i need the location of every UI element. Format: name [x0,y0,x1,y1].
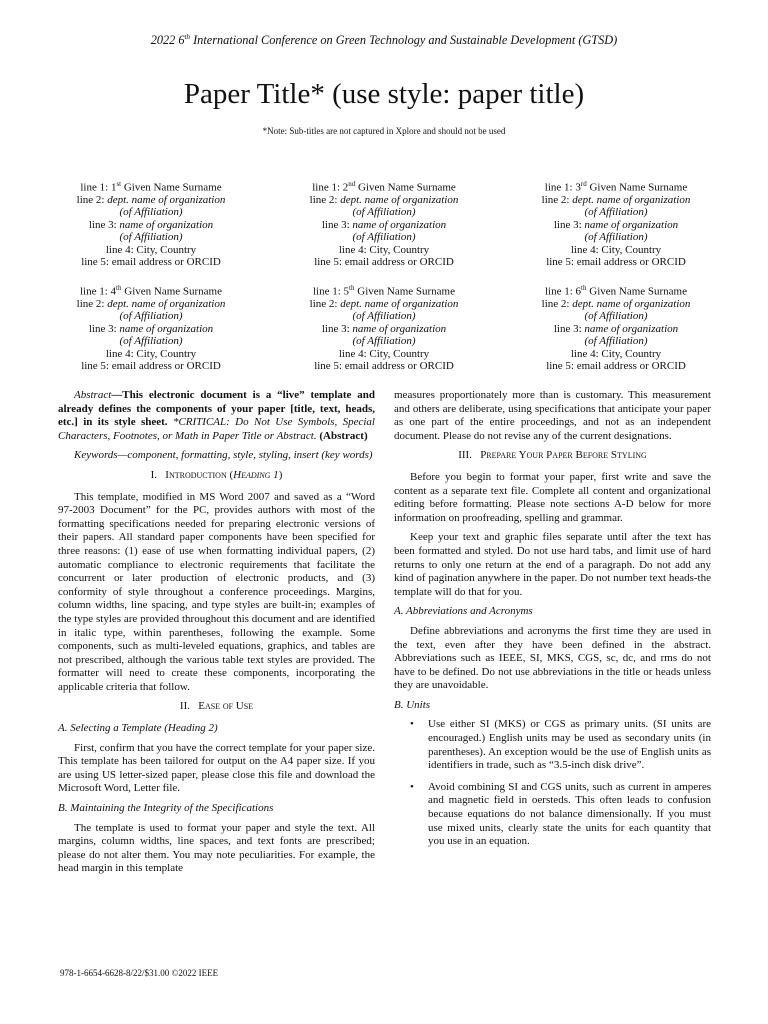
abbreviations-text: Define abbreviations and acronyms the first time they are used in the text, even after they have been defined in the abstract. Abbreviations such as IEEE, SI, MKS, CGS, sc, dc, and rms do not have to be defined. Do not use abbreviations in the title or heads unless they are unavoidable. [394,624,711,692]
list-item: • Avoid combining SI and CGS units, such as current in amperes and magnetic field in oersteds. This often leads to confusion because equations do not balance dimensionally. If you must use mixed units, clearly state the units for each quantity that you use in an equation. [428,781,711,849]
keywords: Keywords—component, formatting, style, styling, insert (key words) [74,449,373,462]
author-block-4: line 1: 4th Given Name Surname line 2: dept. name of organization (of Affiliation) line 3: name of organization (of Affiliation) line 4: City, Country line 5: email address or ORCID [76,284,226,373]
list-item: • Use either SI (MKS) or CGS as primary units. (SI units are encouraged.) English units may be used as secondary units (in parentheses). An exception would be the use of English units as identifiers in trade, such as “3.5-inch disk drive”. [428,718,711,772]
subtitle-note: *Note: Sub-titles are not captured in Xplore and should not be used [262,126,506,136]
right-column [394,389,711,857]
prepare-text-2: Keep your text and graphic files separate until after the text has been formatted and styled. Do not use hard tabs, and limit use of hard returns to only one return at the end of a paragraph. Do not add any kind of pagination anywhere in the paper. Do not number text heads-the template will do that for you. [394,531,711,598]
prepare-text-1: Before you begin to format your paper, first write and save the content as a separate text file. Complete all content and organizational editing before formatting. Please note sections A-D below for more information on proofreading, spelling and grammar. [394,470,711,524]
paper-title: Paper Title* (use style: paper title) [183,78,585,110]
subsection-heading-template: A. Selecting a Template (Heading 2) [58,722,218,735]
author-block-1: line 1: 1st Given Name Surname line 2: dept. name of organization (of Affiliation) line 3: name of organization (of Affiliation) line 4: City, Country line 5: email address or ORCID [76,180,226,269]
subsection-heading-abbreviations: A. Abbreviations and Acronyms [394,605,533,618]
author-block-3: line 1: 3rd Given Name Surname line 2: dept. name of organization (of Affiliation) line 3: name of organization (of Affiliation) line 4: City, Country line 5: email address or ORCID [541,180,691,269]
subsection-heading-units: B. Units [394,698,431,711]
introduction-text: This template, modified in MS Word 2007 and saved as a “Word 97-2003 Document” for the PC, provides authors with most of the formatting specifications needed for preparing electronic versions of their papers. All standard paper components have been specified for three reasons: (1) ease of use when formatting individual papers, (2) automatic compliance to electronic requirements that facilitate the concurrent or later production of electronic products, and (3) conformity of style throughout a conference proceedings. Margins, column widths, line spacing, and type styles are built-in; examples of the type styles are provided throughout this document and are identified in italic type, within parentheses, following the example. Some components, such as multi-leveled equations, graphics, and tables are not prescribed, although the various table text styles are provided. The formatter will need to create these components, incorporating the applicable criteria that follow. [58,490,375,693]
section-heading-prepare: III. Prepare Your Paper Before Styling [458,449,647,462]
conference-header: 2022 6th International Conference on Green Technology and Sustainable Development (GTSD) [150,33,618,48]
section-heading-ease-of-use: II. Ease of Use [179,700,254,713]
author-block-5: line 1: 5th Given Name Surname line 2: dept. name of organization (of Affiliation) line 3: name of organization (of Affiliation) line 4: City, Country line 5: email address or ORCID [309,284,459,373]
integrity-text: The template is used to format your paper and style the text. All margins, column widths, line spaces, and text fonts are prescribed; please do not alter them. You may note peculiarities. For example, the head margin in this template [58,821,375,875]
author-block-6: line 1: 6th Given Name Surname line 2: dept. name of organization (of Affiliation) line 3: name of organization (of Affiliation) line 4: City, Country line 5: email address or ORCID [541,284,691,373]
section-heading-introduction: I. Introduction (Heading 1) [150,468,283,481]
author-block-2: line 1: 2nd Given Name Surname line 2: dept. name of organization (of Affiliation) line 3: name of organization (of Affiliation) line 4: City, Country line 5: email address or ORCID [309,180,459,269]
continued-text: measures proportionately more than is customary. This measurement and others are deliberate, using specifications that anticipate your paper as one part of the entire proceedings, and not as an independent document. Please do not revise any of the current designations. [394,389,711,442]
template-text: First, confirm that you have the correct template for your paper size. This template has been tailored for output on the A4 paper size. If you are using US letter-sized paper, please close this file and download the Microsoft Word, Letter file. [58,741,375,795]
copyright-footer: 978-1-6654-6628-8/22/$31.00 ©2022 IEEE [60,968,219,978]
left-column [58,389,375,882]
units-list [394,718,711,848]
abstract: Abstract—This electronic document is a “live” template and already defines the components of your paper [title, text, heads, etc.] in its style sheet. *CRITICAL: Do Not Use Symbols, Special Characters, Footnotes, or Math in Paper Title or Abstract. (Abstract) [58,389,375,442]
subsection-heading-integrity: B. Maintaining the Integrity of the Specifications [58,802,274,815]
